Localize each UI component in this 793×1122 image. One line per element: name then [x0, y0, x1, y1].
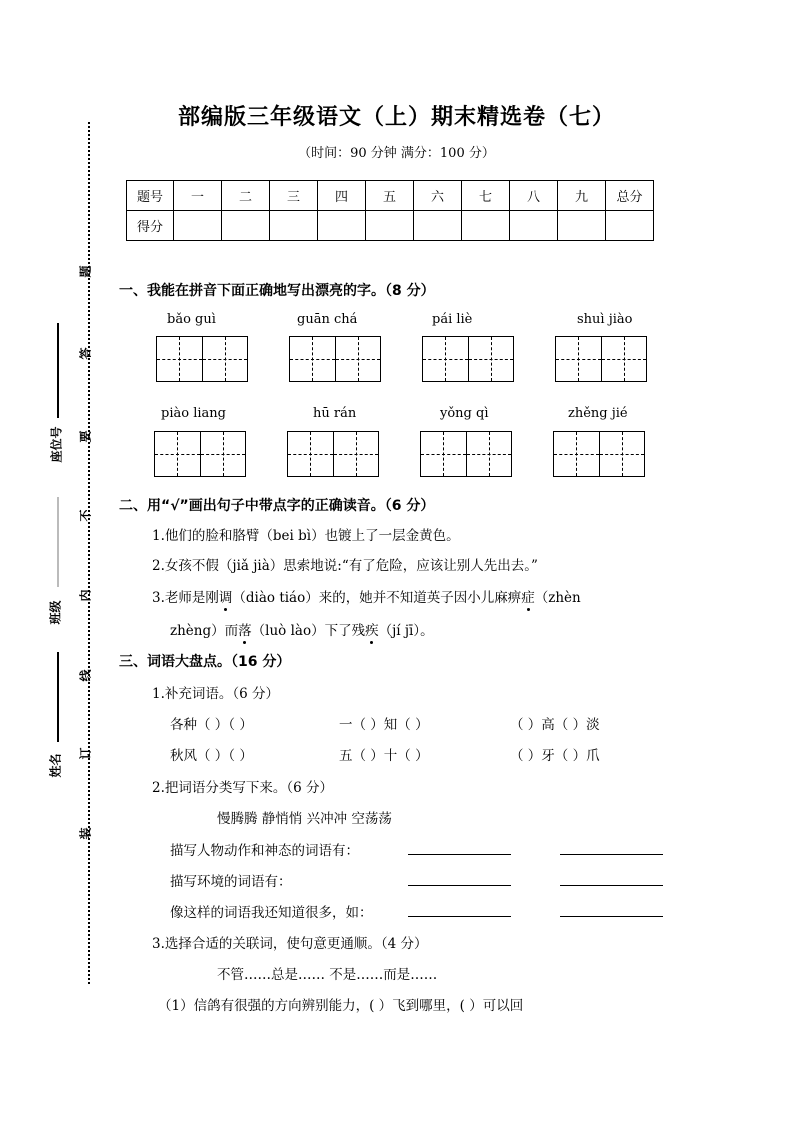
binding-char: 装	[78, 827, 93, 840]
pinyin-label: shuì jiào	[577, 312, 633, 327]
q3-text: （zhèn	[534, 590, 581, 606]
score-header-cell: 九	[558, 181, 606, 211]
dotted-char: 症	[521, 590, 535, 606]
binding-char: 题	[78, 265, 93, 278]
seat-number-label: 座位号	[49, 426, 64, 463]
dotted-char: 疾	[365, 623, 379, 639]
score-header-cell: 七	[462, 181, 510, 211]
name-line[interactable]	[57, 652, 59, 742]
binding-char: 要	[78, 430, 93, 443]
answer-line[interactable]	[408, 854, 511, 855]
fill-in-idiom[interactable]: （ ）高（ ）淡	[510, 717, 600, 733]
section-1-heading: 一、我能在拼音下面正确地写出漂亮的字。（8 分）	[119, 283, 435, 299]
question-2-1: 1.他们的脸和胳臂（bei bì）也镀上了一层金黄色。	[152, 528, 460, 544]
score-cell[interactable]	[366, 211, 414, 241]
part-2-title: 2.把词语分类写下来。（6 分）	[152, 780, 334, 796]
category-prompt: 描写人物动作和神态的词语有：	[170, 843, 359, 859]
fill-in-idiom[interactable]: （ ）牙（ ）爪	[510, 748, 600, 764]
q3-text: （jí jī）。	[378, 623, 434, 639]
writing-grid[interactable]	[156, 336, 248, 382]
score-header-cell: 四	[318, 181, 366, 211]
score-row-label: 得分	[127, 211, 174, 241]
binding-char: 答	[78, 347, 93, 360]
writing-grid[interactable]	[289, 336, 381, 382]
pinyin-label: yǒng qì	[440, 406, 489, 421]
binding-dotted-line	[88, 122, 90, 984]
fill-in-idiom[interactable]: 五（ ）十（ ）	[339, 748, 429, 764]
exam-info: （时间：90 分钟 满分：100 分）	[298, 146, 495, 161]
q3-text: zhèng）而	[170, 623, 239, 639]
page-title: 部编版三年级语文（上）期末精选卷（七）	[177, 105, 615, 130]
score-header-cell: 一	[174, 181, 222, 211]
question-2-3	[152, 586, 581, 606]
question-2-2: 2.女孩不假（jiǎ jià）思索地说:“有了危险，应该让别人先出去。”	[152, 558, 538, 574]
score-cell[interactable]	[174, 211, 222, 241]
part-3-title: 3.选择合适的关联词，使句意更通顺。（4 分）	[152, 936, 428, 952]
binding-char: 内	[78, 589, 93, 602]
question-2-3-cont	[170, 619, 434, 639]
score-header-cell: 三	[270, 181, 318, 211]
name-label: 姓名	[48, 753, 63, 778]
writing-grid[interactable]	[553, 431, 645, 477]
score-cell[interactable]	[510, 211, 558, 241]
score-cell[interactable]	[414, 211, 462, 241]
dotted-char: 调	[218, 590, 233, 606]
q3-text: （luò lào）下了残	[251, 623, 366, 639]
q3-text: （diào tiáo）来的，她并不知道英子因小儿麻痹	[232, 590, 522, 606]
score-table-header-row	[127, 181, 654, 211]
pinyin-label: piào liang	[161, 406, 226, 421]
score-cell[interactable]	[270, 211, 318, 241]
binding-char: 订	[78, 747, 93, 760]
score-table-score-row	[127, 211, 654, 241]
section-2-heading: 二、用“√”画出句子中带点字的正确读音。（6 分）	[119, 498, 435, 514]
pinyin-label: zhěng jié	[568, 406, 628, 421]
part-1-title: 1.补充词语。（6 分）	[152, 686, 280, 702]
fill-in-idiom[interactable]: 各种（ ）（ ）	[170, 717, 253, 733]
fill-in-idiom[interactable]: 秋风（ ）（ ）	[170, 748, 253, 764]
pinyin-label: hū rán	[313, 406, 357, 421]
score-header-cell: 总分	[606, 181, 654, 211]
pinyin-label: bǎo guì	[167, 312, 216, 327]
seat-number-line[interactable]	[57, 323, 59, 418]
answer-line[interactable]	[408, 916, 511, 917]
q3-text: 3.老师是刚	[152, 590, 219, 606]
section-3-heading: 三、词语大盘点。（16 分）	[119, 654, 291, 670]
score-cell[interactable]	[606, 211, 654, 241]
pinyin-label: guān chá	[297, 312, 358, 327]
answer-line[interactable]	[408, 885, 511, 886]
answer-line[interactable]	[560, 885, 663, 886]
score-header-cell: 五	[366, 181, 414, 211]
binding-char: 线	[78, 669, 93, 682]
dotted-char: 落	[238, 623, 252, 639]
fill-in-idiom[interactable]: 一（ ）知（ ）	[339, 717, 429, 733]
class-line[interactable]	[57, 497, 59, 587]
score-header-cell: 六	[414, 181, 462, 211]
pinyin-label: pái liè	[432, 312, 473, 327]
word-list: 慢腾腾 静悄悄 兴冲冲 空荡荡	[217, 811, 392, 827]
score-header-cell: 二	[222, 181, 270, 211]
writing-grid[interactable]	[555, 336, 647, 382]
answer-line[interactable]	[560, 916, 663, 917]
score-header-cell: 题号	[127, 181, 174, 211]
score-header-cell: 八	[510, 181, 558, 211]
writing-grid[interactable]	[154, 431, 246, 477]
category-prompt: 像这样的词语我还知道很多，如：	[170, 905, 373, 921]
score-cell[interactable]	[558, 211, 606, 241]
class-label: 班级	[48, 600, 63, 625]
writing-grid[interactable]	[420, 431, 512, 477]
writing-grid[interactable]	[422, 336, 514, 382]
binding-char: 不	[78, 509, 93, 522]
score-cell[interactable]	[222, 211, 270, 241]
answer-line[interactable]	[560, 854, 663, 855]
question-3-3-1[interactable]: （1）信鸽有很强的方向辨别能力，( ）飞到哪里，( ）可以回	[158, 998, 524, 1014]
score-cell[interactable]	[462, 211, 510, 241]
score-cell[interactable]	[318, 211, 366, 241]
category-prompt: 描写环境的词语有：	[170, 874, 292, 890]
writing-grid[interactable]	[287, 431, 379, 477]
conjunction-options: 不管……总是…… 不是……而是……	[217, 967, 438, 983]
score-table	[126, 180, 654, 241]
